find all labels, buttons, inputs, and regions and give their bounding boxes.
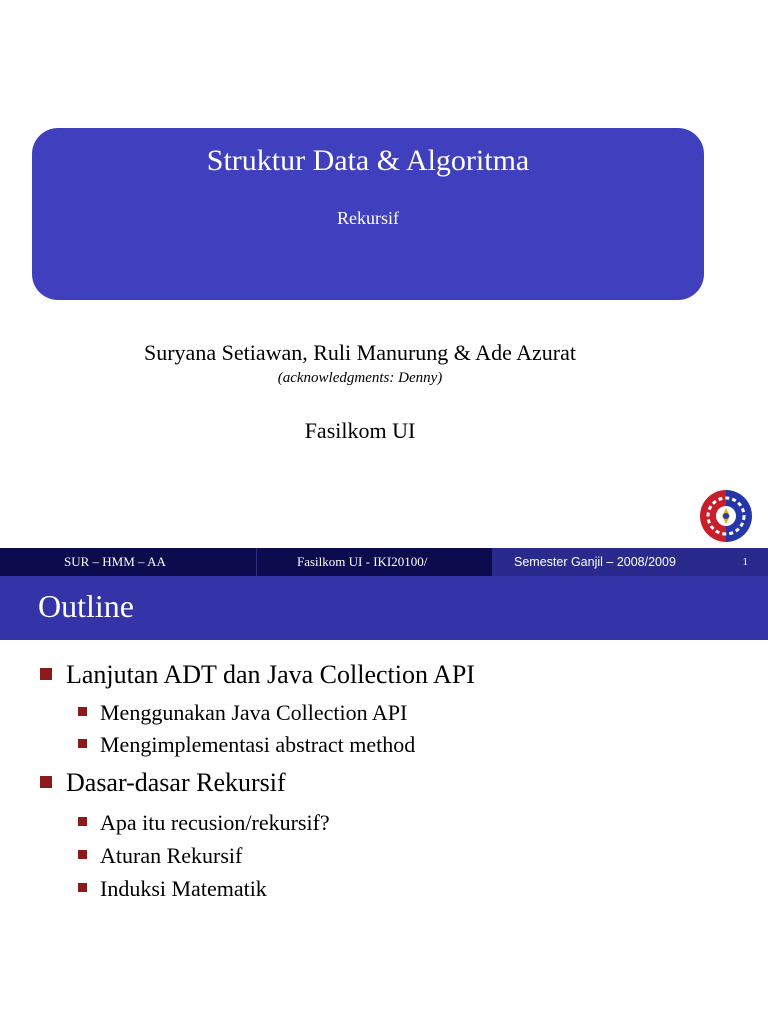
square-bullet-icon: [78, 817, 87, 826]
footer-semester: [492, 548, 768, 576]
outline-title: Outline: [38, 588, 134, 624]
footer-course: Fasilkom UI - IKI20100/: [256, 548, 492, 576]
footer-authors: SUR – HMM – AA: [0, 548, 256, 576]
square-bullet-icon: [40, 776, 52, 788]
square-bullet-icon: [78, 707, 87, 716]
square-bullet-icon: [78, 739, 87, 748]
slide-footer: [0, 548, 768, 576]
organization: Fasilkom UI: [304, 418, 416, 443]
university-logo-icon: [696, 486, 756, 546]
authors: Suryana Setiawan, Ruli Manurung & Ade Azurat: [144, 340, 576, 365]
presentation-title: Struktur Data & Algoritma: [206, 144, 530, 177]
presentation-subtitle: Rekursif: [337, 208, 399, 228]
square-bullet-icon: [78, 883, 87, 892]
footer-semester-text: Semester Ganjil – 2008/2009: [514, 555, 676, 569]
square-bullet-icon: [78, 850, 87, 859]
acknowledgments: (acknowledgments: Denny): [277, 370, 443, 386]
page-number: 1: [742, 556, 748, 568]
title-box: [32, 128, 704, 300]
square-bullet-icon: [40, 668, 52, 680]
outline-header: [0, 576, 768, 640]
